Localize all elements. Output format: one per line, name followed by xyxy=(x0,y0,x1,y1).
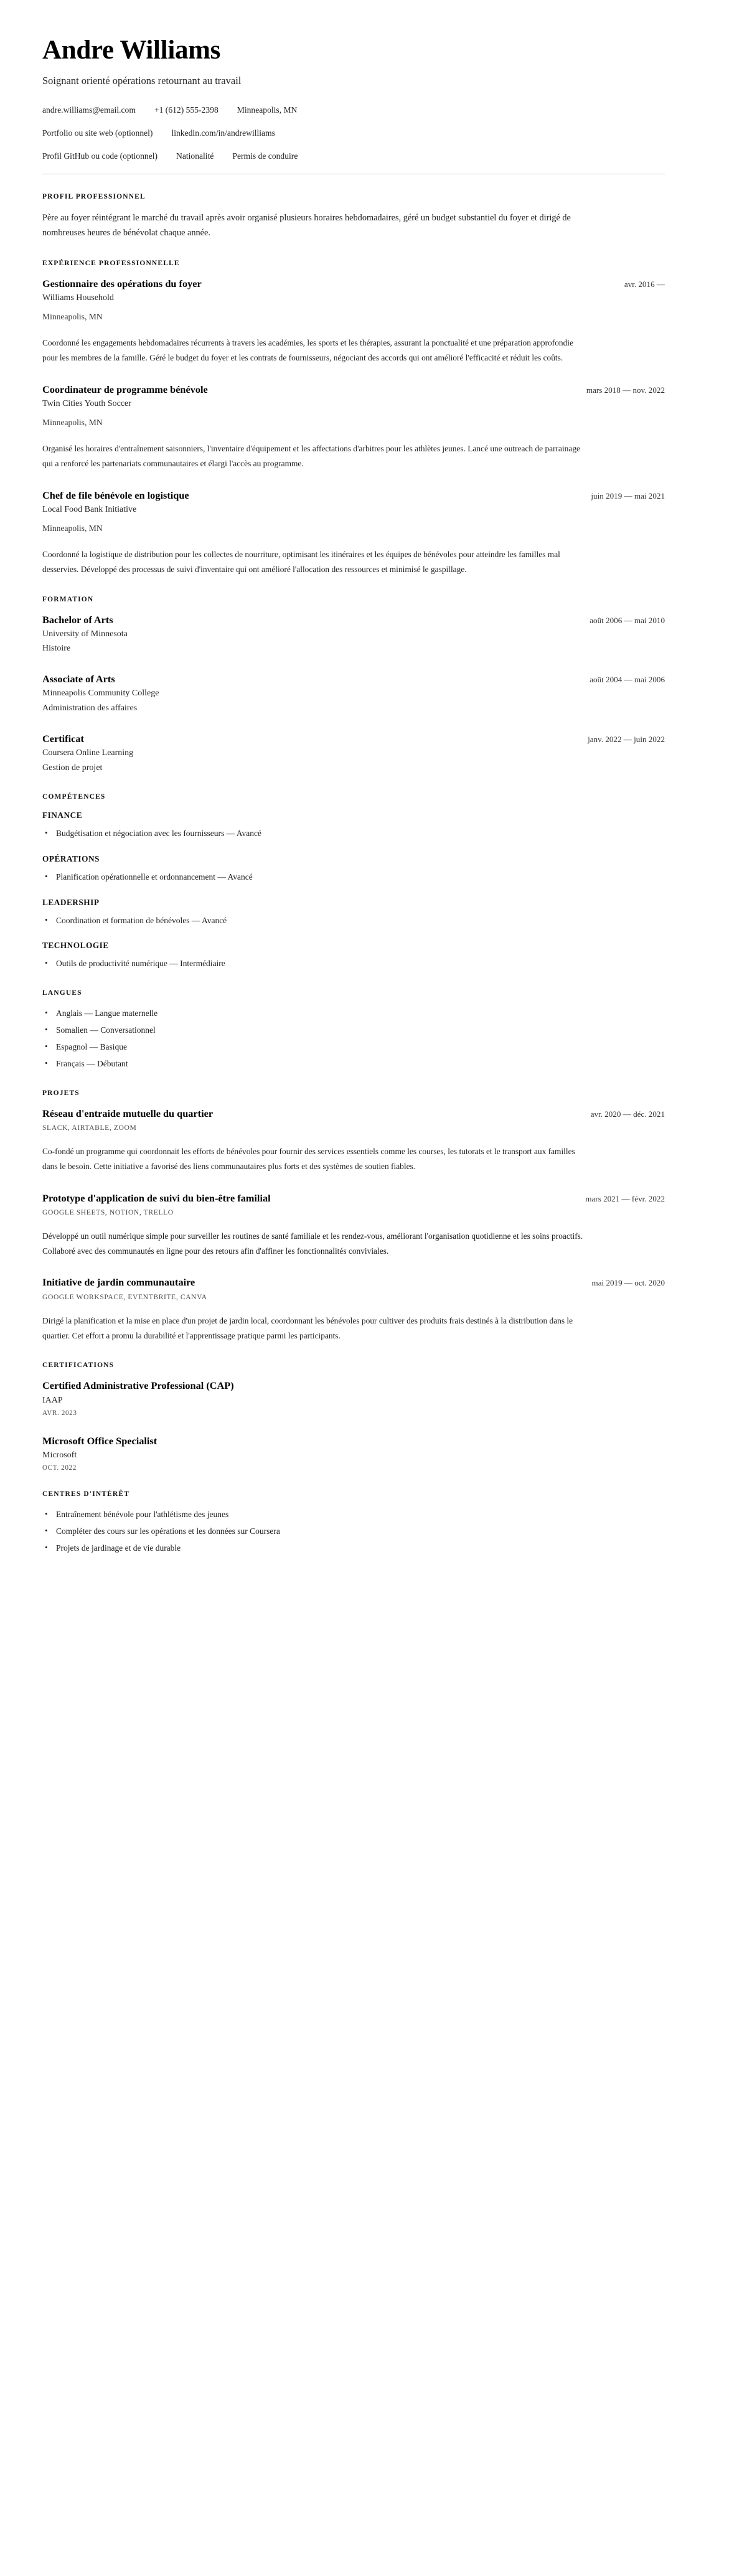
profile-summary: Père au foyer réintégrant le marché du travail après avoir organisé plusieurs horaires hebdomadaires, géré un budget substantiel du foyer et dirigé de nombreuses heures de bénévolat chaque année. xyxy=(42,212,571,238)
skill-category: TECHNOLOGIE xyxy=(42,941,109,951)
experience-location: Minneapolis, MN xyxy=(42,524,103,534)
experience-description: Organisé les horaires d'entraînement saisonniers, l'inventaire d'équipement et les affectations d'arbitres pour les athlètes jeunes. Lancé une outreach de parrainage qui a renforcé les partenariats communautaires et élargi l'accès au programme. xyxy=(42,443,580,468)
education-field: Administration des affaires xyxy=(42,703,138,713)
skill-category: OPÉRATIONS xyxy=(42,853,100,863)
education-entry-head xyxy=(42,613,665,626)
interest-item: • Projets de jardinage et de vie durable xyxy=(42,1541,665,1555)
experience-location: Minneapolis, MN xyxy=(42,312,103,322)
certification-entry xyxy=(42,1379,665,1416)
section-title-skills: COMPÉTENCES xyxy=(42,792,106,801)
experience-entry xyxy=(42,489,665,577)
project-description: Co-fondé un programme qui coordonnait les efforts de bénévoles pour fournir des services essentiels comme les courses, les tutorats et le transport aux familles dans le besoin. Cette initiative a favorisé des liens communautaires plus forts et des systèmes de soutien fiables. xyxy=(42,1146,575,1171)
skill-item: • Outils de productivité numérique — Intermédiaire xyxy=(42,957,665,971)
project-name: Prototype d'application de suivi du bien-être familial xyxy=(42,1192,271,1204)
project-name: Initiative de jardin communautaire xyxy=(42,1276,195,1289)
section-interests xyxy=(42,1490,665,1555)
experience-entry-head xyxy=(42,489,665,502)
education-degree: Associate of Arts xyxy=(42,673,115,685)
experience-entry-head xyxy=(42,277,665,290)
experience-description: Coordonné la logistique de distribution pour les collectes de nourriture, optimisant les itinéraires et les équipes de bénévoles pour atteindre les familles mal desservies. Développé des processus de suivi d'inventaire qui ont amélioré l'allocation des ressources et minimisé le gaspillage. xyxy=(42,549,560,574)
project-stack: GOOGLE WORKSPACE, EVENTBRITE, CANVA xyxy=(42,1292,207,1301)
experience-dates: avr. 2016 — xyxy=(624,279,665,289)
experience-description: Coordonné les engagements hebdomadaires récurrents à travers les académies, les sports et les thérapies, assurant la ponctualité et une préparation approfondie pour les membres de la famille. Géré le budget du foyer et les contrats de fournisseurs, négociant des accords qui ont amélioré l'efficacité et réduit les coûts. xyxy=(42,338,573,362)
experience-organization: Local Food Bank Initiative xyxy=(42,504,137,514)
section-title-experience: EXPÉRIENCE PROFESSIONNELLE xyxy=(42,259,180,267)
skill-group xyxy=(42,941,665,971)
project-dates: mars 2021 — févr. 2022 xyxy=(585,1193,665,1203)
experience-location: Minneapolis, MN xyxy=(42,418,103,428)
interest-item: • Compléter des cours sur les opérations et les données sur Coursera xyxy=(42,1525,665,1538)
experience-role: Chef de file bénévole en logistique xyxy=(42,489,189,501)
experience-organization: Williams Household xyxy=(42,293,114,303)
section-skills xyxy=(42,793,665,971)
candidate-name: Andre Williams xyxy=(42,35,221,65)
project-name: Réseau d'entraide mutuelle du quartier xyxy=(42,1107,214,1119)
skill-item: • Coordination et formation de bénévoles — Avancé xyxy=(42,914,665,928)
language-item: • Anglais — Langue maternelle xyxy=(42,1007,665,1020)
skill-list xyxy=(42,957,665,971)
education-entry-head xyxy=(42,732,665,745)
section-languages xyxy=(42,989,665,1070)
project-dates: mai 2019 — oct. 2020 xyxy=(591,1278,665,1288)
project-dates: avr. 2020 — déc. 2021 xyxy=(590,1109,665,1119)
certification-name: Certified Administrative Professional (CAP) xyxy=(42,1380,234,1392)
project-description: Développé un outil numérique simple pour surveiller les routines de santé familiale et les rendez-vous, améliorant l'organisation quotidienne et les soins proactifs. Collaboré avec des communautés en ligne pour des retours afin d'affiner les fonctionnalités conviviales. xyxy=(42,1231,583,1256)
project-entry-head xyxy=(42,1276,665,1289)
experience-dates: juin 2019 — mai 2021 xyxy=(591,491,665,501)
skill-item: • Planification opérationnelle et ordonnancement — Avancé xyxy=(42,870,665,884)
contact-github[interactable]: Profil GitHub ou code (optionnel) xyxy=(42,151,157,161)
contact-nationality: Nationalité xyxy=(176,151,214,161)
contact-row-2 xyxy=(42,127,665,139)
section-title-interests: CENTRES D'INTÉRÊT xyxy=(42,1490,130,1498)
candidate-headline: Soignant orienté opérations retournant au travail xyxy=(42,75,242,87)
education-dates: janv. 2022 — juin 2022 xyxy=(588,735,665,745)
section-experience xyxy=(42,260,665,577)
contact-portfolio[interactable]: Portfolio ou site web (optionnel) xyxy=(42,128,153,138)
section-projects xyxy=(42,1089,665,1343)
certification-name: Microsoft Office Specialist xyxy=(42,1434,157,1447)
project-stack: SLACK, AIRTABLE, ZOOM xyxy=(42,1123,137,1132)
language-item: • Espagnol — Basique xyxy=(42,1040,665,1054)
section-profile xyxy=(42,193,665,241)
experience-dates: mars 2018 — nov. 2022 xyxy=(586,385,665,395)
project-entry xyxy=(42,1276,665,1343)
education-entry xyxy=(42,732,665,774)
section-title-projects: PROJETS xyxy=(42,1089,80,1097)
education-dates: août 2004 — mai 2006 xyxy=(590,675,665,685)
skill-group xyxy=(42,854,665,884)
skill-category: FINANCE xyxy=(42,810,83,820)
skill-item: • Budgétisation et négociation avec les fournisseurs — Avancé xyxy=(42,827,665,840)
education-degree: Bachelor of Arts xyxy=(42,613,113,626)
interest-list xyxy=(42,1508,665,1555)
contact-row-3 xyxy=(42,150,665,162)
education-field: Gestion de projet xyxy=(42,763,103,773)
section-education xyxy=(42,596,665,774)
contact-row-1 xyxy=(42,104,665,116)
section-title-profile: PROFIL PROFESSIONNEL xyxy=(42,192,146,200)
experience-entry xyxy=(42,277,665,365)
education-school: University of Minnesota xyxy=(42,629,128,639)
contact-email[interactable]: andre.williams@email.com xyxy=(42,105,136,115)
education-entry-head xyxy=(42,672,665,685)
resume-header xyxy=(42,36,665,174)
contact-driving-license: Permis de conduire xyxy=(232,151,298,161)
certification-date: OCT. 2022 xyxy=(42,1464,77,1472)
project-description: Dirigé la planification et la mise en place d'un projet de jardin local, coordonnant les bénévoles pour cultiver des produits frais destinés à la distribution dans le quartier. Cet effort a promu la durabilité et l'apprentissage pratique parmi les participants. xyxy=(42,1315,573,1340)
skill-list xyxy=(42,870,665,884)
certification-issuer: IAAP xyxy=(42,1395,63,1405)
experience-role: Gestionnaire des opérations du foyer xyxy=(42,277,202,289)
project-entry xyxy=(42,1192,665,1259)
language-item: • Somalien — Conversationnel xyxy=(42,1023,665,1037)
experience-role: Coordinateur de programme bénévole xyxy=(42,383,208,395)
section-title-education: FORMATION xyxy=(42,595,94,603)
contact-linkedin[interactable]: linkedin.com/in/andrewilliams xyxy=(171,128,275,138)
project-stack: GOOGLE SHEETS, NOTION, TRELLO xyxy=(42,1208,174,1216)
section-title-certifications: CERTIFICATIONS xyxy=(42,1361,115,1370)
contact-location: Minneapolis, MN xyxy=(237,105,298,115)
language-list xyxy=(42,1007,665,1070)
project-entry-head xyxy=(42,1107,665,1120)
skill-list xyxy=(42,827,665,840)
education-entry xyxy=(42,672,665,715)
education-degree: Certificat xyxy=(42,733,84,745)
experience-entry-head xyxy=(42,383,665,396)
certification-issuer: Microsoft xyxy=(42,1450,77,1460)
section-title-languages: LANGUES xyxy=(42,989,82,997)
project-entry xyxy=(42,1107,665,1174)
language-item: • Français — Débutant xyxy=(42,1057,665,1071)
experience-entry xyxy=(42,383,665,471)
skill-group xyxy=(42,811,665,840)
experience-organization: Twin Cities Youth Soccer xyxy=(42,398,131,408)
education-entry xyxy=(42,613,665,656)
certification-entry xyxy=(42,1434,665,1472)
skill-group xyxy=(42,898,665,928)
section-certifications xyxy=(42,1361,665,1472)
education-field: Histoire xyxy=(42,644,71,653)
skill-category: LEADERSHIP xyxy=(42,897,100,907)
project-entry-head xyxy=(42,1192,665,1205)
certification-date: AVR. 2023 xyxy=(42,1409,77,1417)
education-dates: août 2006 — mai 2010 xyxy=(590,615,665,625)
contact-phone[interactable]: +1 (612) 555-2398 xyxy=(154,105,218,115)
education-school: Coursera Online Learning xyxy=(42,748,134,758)
interest-item: • Entraînement bénévole pour l'athlétisme des jeunes xyxy=(42,1508,665,1521)
education-school: Minneapolis Community College xyxy=(42,689,159,698)
skill-list xyxy=(42,914,665,928)
